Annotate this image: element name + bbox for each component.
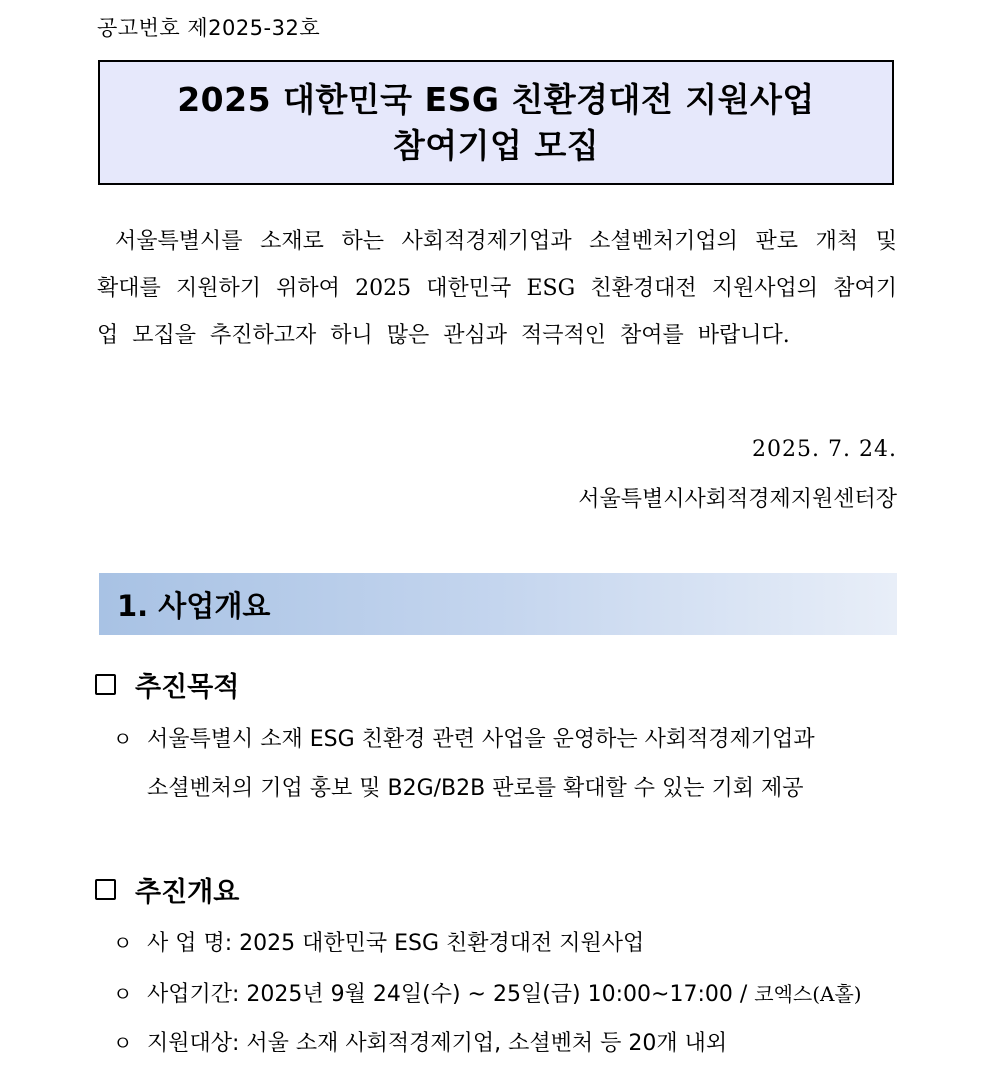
subheading-overview bbox=[95, 870, 239, 909]
section-heading: 1. 사업개요 bbox=[117, 588, 271, 623]
notice-date: 2025. 7. 24. bbox=[752, 437, 897, 462]
notice-number: 공고번호 제2025-32호 bbox=[97, 16, 321, 40]
checkbox-icon bbox=[95, 674, 116, 695]
bullet-icon: ㅇ bbox=[113, 982, 133, 1006]
subheading-overview-label: 추진개요 bbox=[135, 877, 240, 908]
title-line-1: 2025 대한민국 ESG 친환경대전 지원사업 bbox=[177, 79, 815, 119]
overview-item-text: 지원대상: 서울 소재 사회적경제기업, 소셜벤처 등 20개 내외 bbox=[147, 1031, 728, 1056]
purpose-line-2: 소셜벤처의 기업 홍보 및 B2G/B2B 판로를 확대할 수 있는 기회 제공 bbox=[147, 776, 804, 801]
title-box bbox=[98, 60, 894, 185]
overview-item-text: 사업기간: 2025년 9월 24일(수) ~ 25일(금) 10:00~17:00 / bbox=[147, 982, 755, 1007]
bullet-icon: ㅇ bbox=[113, 931, 133, 955]
bullet-icon: ㅇ bbox=[113, 727, 133, 751]
subheading-purpose bbox=[95, 665, 239, 704]
title-line-2: 참여기업 모집 bbox=[392, 125, 600, 165]
overview-item-name bbox=[113, 920, 644, 967]
section-header-overview bbox=[99, 573, 897, 635]
purpose-line-1: 서울특별시 소재 ESG 친환경 관련 사업을 운영하는 사회적경제기업과 bbox=[147, 727, 815, 752]
signer: 서울특별시사회적경제지원센터장 bbox=[578, 487, 897, 512]
overview-item-text: 사 업 명: 2025 대한민국 ESG 친환경대전 지원사업 bbox=[147, 931, 645, 956]
checkbox-icon bbox=[95, 879, 116, 900]
overview-item-period bbox=[113, 971, 862, 1018]
purpose-item bbox=[113, 716, 815, 763]
overview-item-target bbox=[113, 1020, 727, 1067]
subheading-purpose-label: 추진목적 bbox=[135, 672, 240, 703]
intro-paragraph: 서울특별시를 소재로 하는 사회적경제기업과 소셜벤처기업의 판로 개척 및 확대를 지원하기 위하여 2025 대한민국 ESG 친환경대전 지원사업의 참여기업 모집을 추진하고자 하니 많은 관심과 적극적인 참여를 바랍니다. bbox=[97, 229, 897, 348]
bullet-icon: ㅇ bbox=[113, 1031, 133, 1055]
overview-item-venue: 코엑스(A홀) bbox=[754, 982, 862, 1006]
